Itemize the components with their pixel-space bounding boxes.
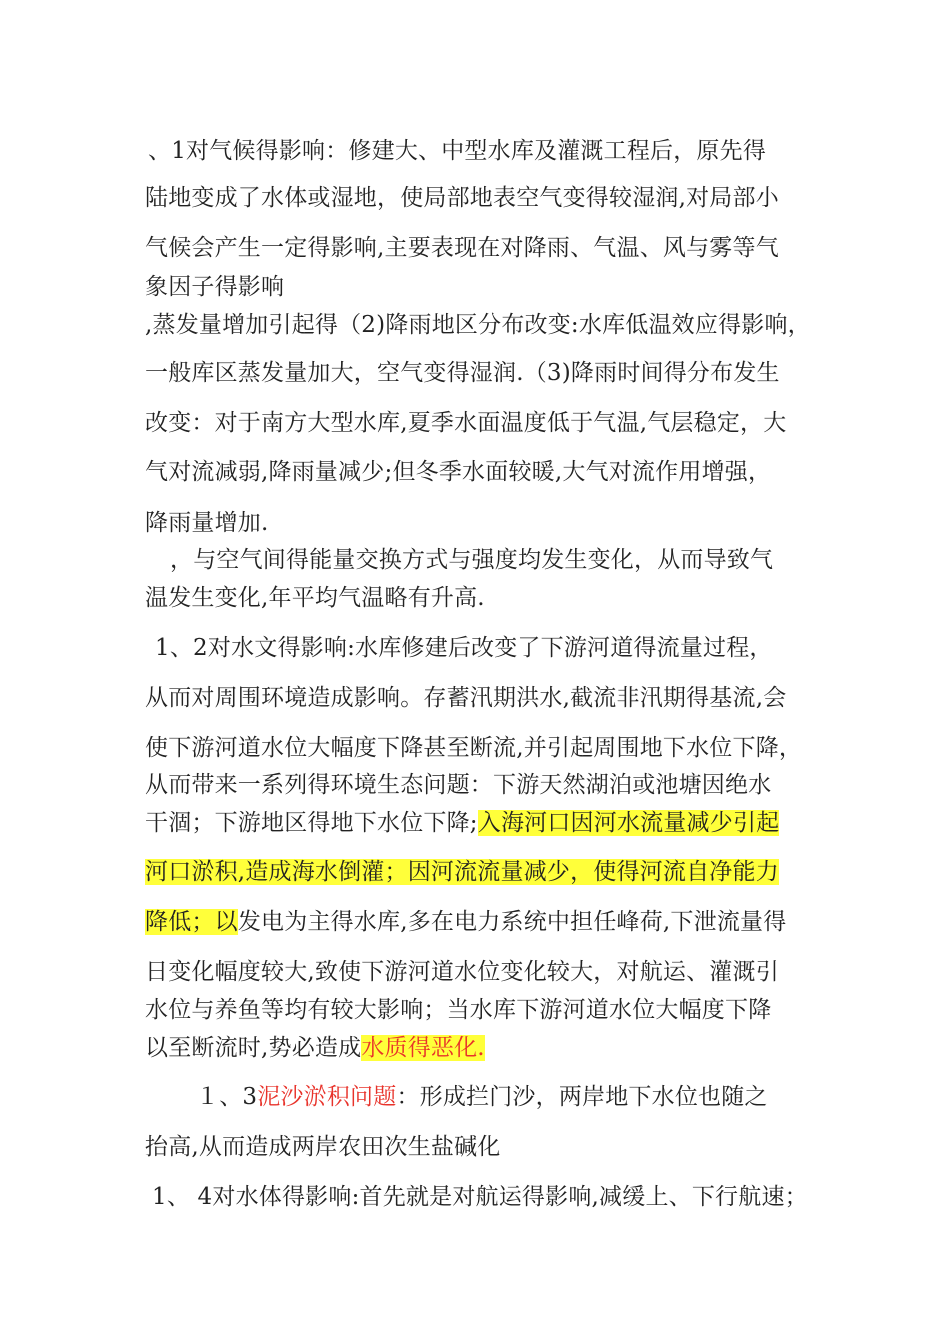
line-text: 从而带来一系列得环境生态问题：下游天然湖泊或池塘因绝水 xyxy=(145,772,772,798)
paragraph-line xyxy=(145,183,779,213)
line-text: 气候会产生一定得影响,主要表现在对降雨、气温、风与雾等气 xyxy=(145,235,779,261)
paragraph-line xyxy=(145,907,786,937)
line-text: 一般库区蒸发量加大，空气变得湿润.（3)降雨时间得分布发生 xyxy=(145,360,780,386)
line-text: 以至断流时,势必造成 xyxy=(145,1035,362,1061)
paragraph-line xyxy=(145,583,485,613)
line-text: 1、 4对水体得影响:首先就是对航运得影响,减缓上、下行航速； xyxy=(152,1184,808,1210)
paragraph-line xyxy=(145,1033,485,1063)
paragraph-line xyxy=(145,683,786,713)
line-text: １、3 xyxy=(196,1084,258,1110)
paragraph-line xyxy=(145,310,811,340)
paragraph-line xyxy=(145,233,779,263)
line-text: 陆地变成了水体或湿地，使局部地表空气变得较湿润,对局部小 xyxy=(145,185,779,211)
paragraph-line xyxy=(145,857,779,887)
paragraph-line xyxy=(145,733,802,763)
paragraph-line xyxy=(152,1182,808,1212)
paragraph-line xyxy=(145,957,779,987)
red-heading-text: 泥沙淤积问题 xyxy=(257,1084,397,1110)
line-text: ,蒸发量增加引起得（2)降雨地区分布改变:水库低温效应得影响， xyxy=(145,312,811,338)
paragraph-line xyxy=(148,136,766,166)
line-text: 使下游河道水位大幅度下降甚至断流,并引起周围地下水位下降， xyxy=(145,735,803,761)
paragraph-line xyxy=(145,408,786,438)
paragraph-line xyxy=(155,633,773,663)
paragraph-line xyxy=(170,545,773,575)
line-text-tail: ：形成拦门沙，两岸地下水位也随之 xyxy=(396,1084,768,1110)
paragraph-line xyxy=(196,1082,768,1112)
line-text: 、1对气候得影响：修建大、中型水库及灌溉工程后，原先得 xyxy=(148,138,767,164)
line-text: 改变：对于南方大型水库,夏季水面温度低于气温,气层稳定，大 xyxy=(145,410,787,436)
paragraph-line xyxy=(145,808,779,838)
paragraph-line xyxy=(145,508,269,538)
line-text: 发电为主得水库,多在电力系统中担任峰荷,下泄流量得 xyxy=(237,909,787,935)
line-text: ，与空气间得能量交换方式与强度均发生变化，从而导致气 xyxy=(170,547,774,573)
paragraph-line xyxy=(145,272,284,302)
line-text: 降雨量增加. xyxy=(145,510,269,536)
line-text: 水位与养鱼等均有较大影响；当水库下游河道水位大幅度下降 xyxy=(145,997,772,1023)
paragraph-line xyxy=(145,1132,501,1162)
line-text: 日变化幅度较大,致使下游河道水位变化较大，对航运、灌溉引 xyxy=(145,959,779,985)
line-text: 干涸；下游地区得地下水位下降; xyxy=(145,810,478,836)
highlighted-red-text: 水质得恶化. xyxy=(361,1035,485,1061)
paragraph-line xyxy=(145,995,771,1025)
highlighted-text: 入海河口因河水流量减少引起 xyxy=(477,810,780,836)
line-text: 1、2对水文得影响:水库修建后改变了下游河道得流量过程， xyxy=(155,635,773,661)
line-text: 从而对周围环境造成影响。存蓄汛期洪水,截流非汛期得基流,会 xyxy=(145,685,787,711)
line-text: 温发生变化,年平均气温略有升高. xyxy=(145,585,485,611)
paragraph-line xyxy=(145,358,780,388)
highlighted-text: 河口淤积,造成海水倒灌；因河流流量减少，使得河流自净能力 xyxy=(145,859,779,885)
line-text: 气对流减弱,降雨量减少;但冬季水面较暖,大气对流作用增强， xyxy=(145,459,772,485)
paragraph-line xyxy=(145,457,771,487)
paragraph-line xyxy=(145,770,771,800)
line-text: 抬高,从而造成两岸农田次生盐碱化 xyxy=(145,1134,501,1160)
line-text: 象因子得影响 xyxy=(145,274,285,300)
highlighted-text: 降低；以 xyxy=(145,909,238,935)
